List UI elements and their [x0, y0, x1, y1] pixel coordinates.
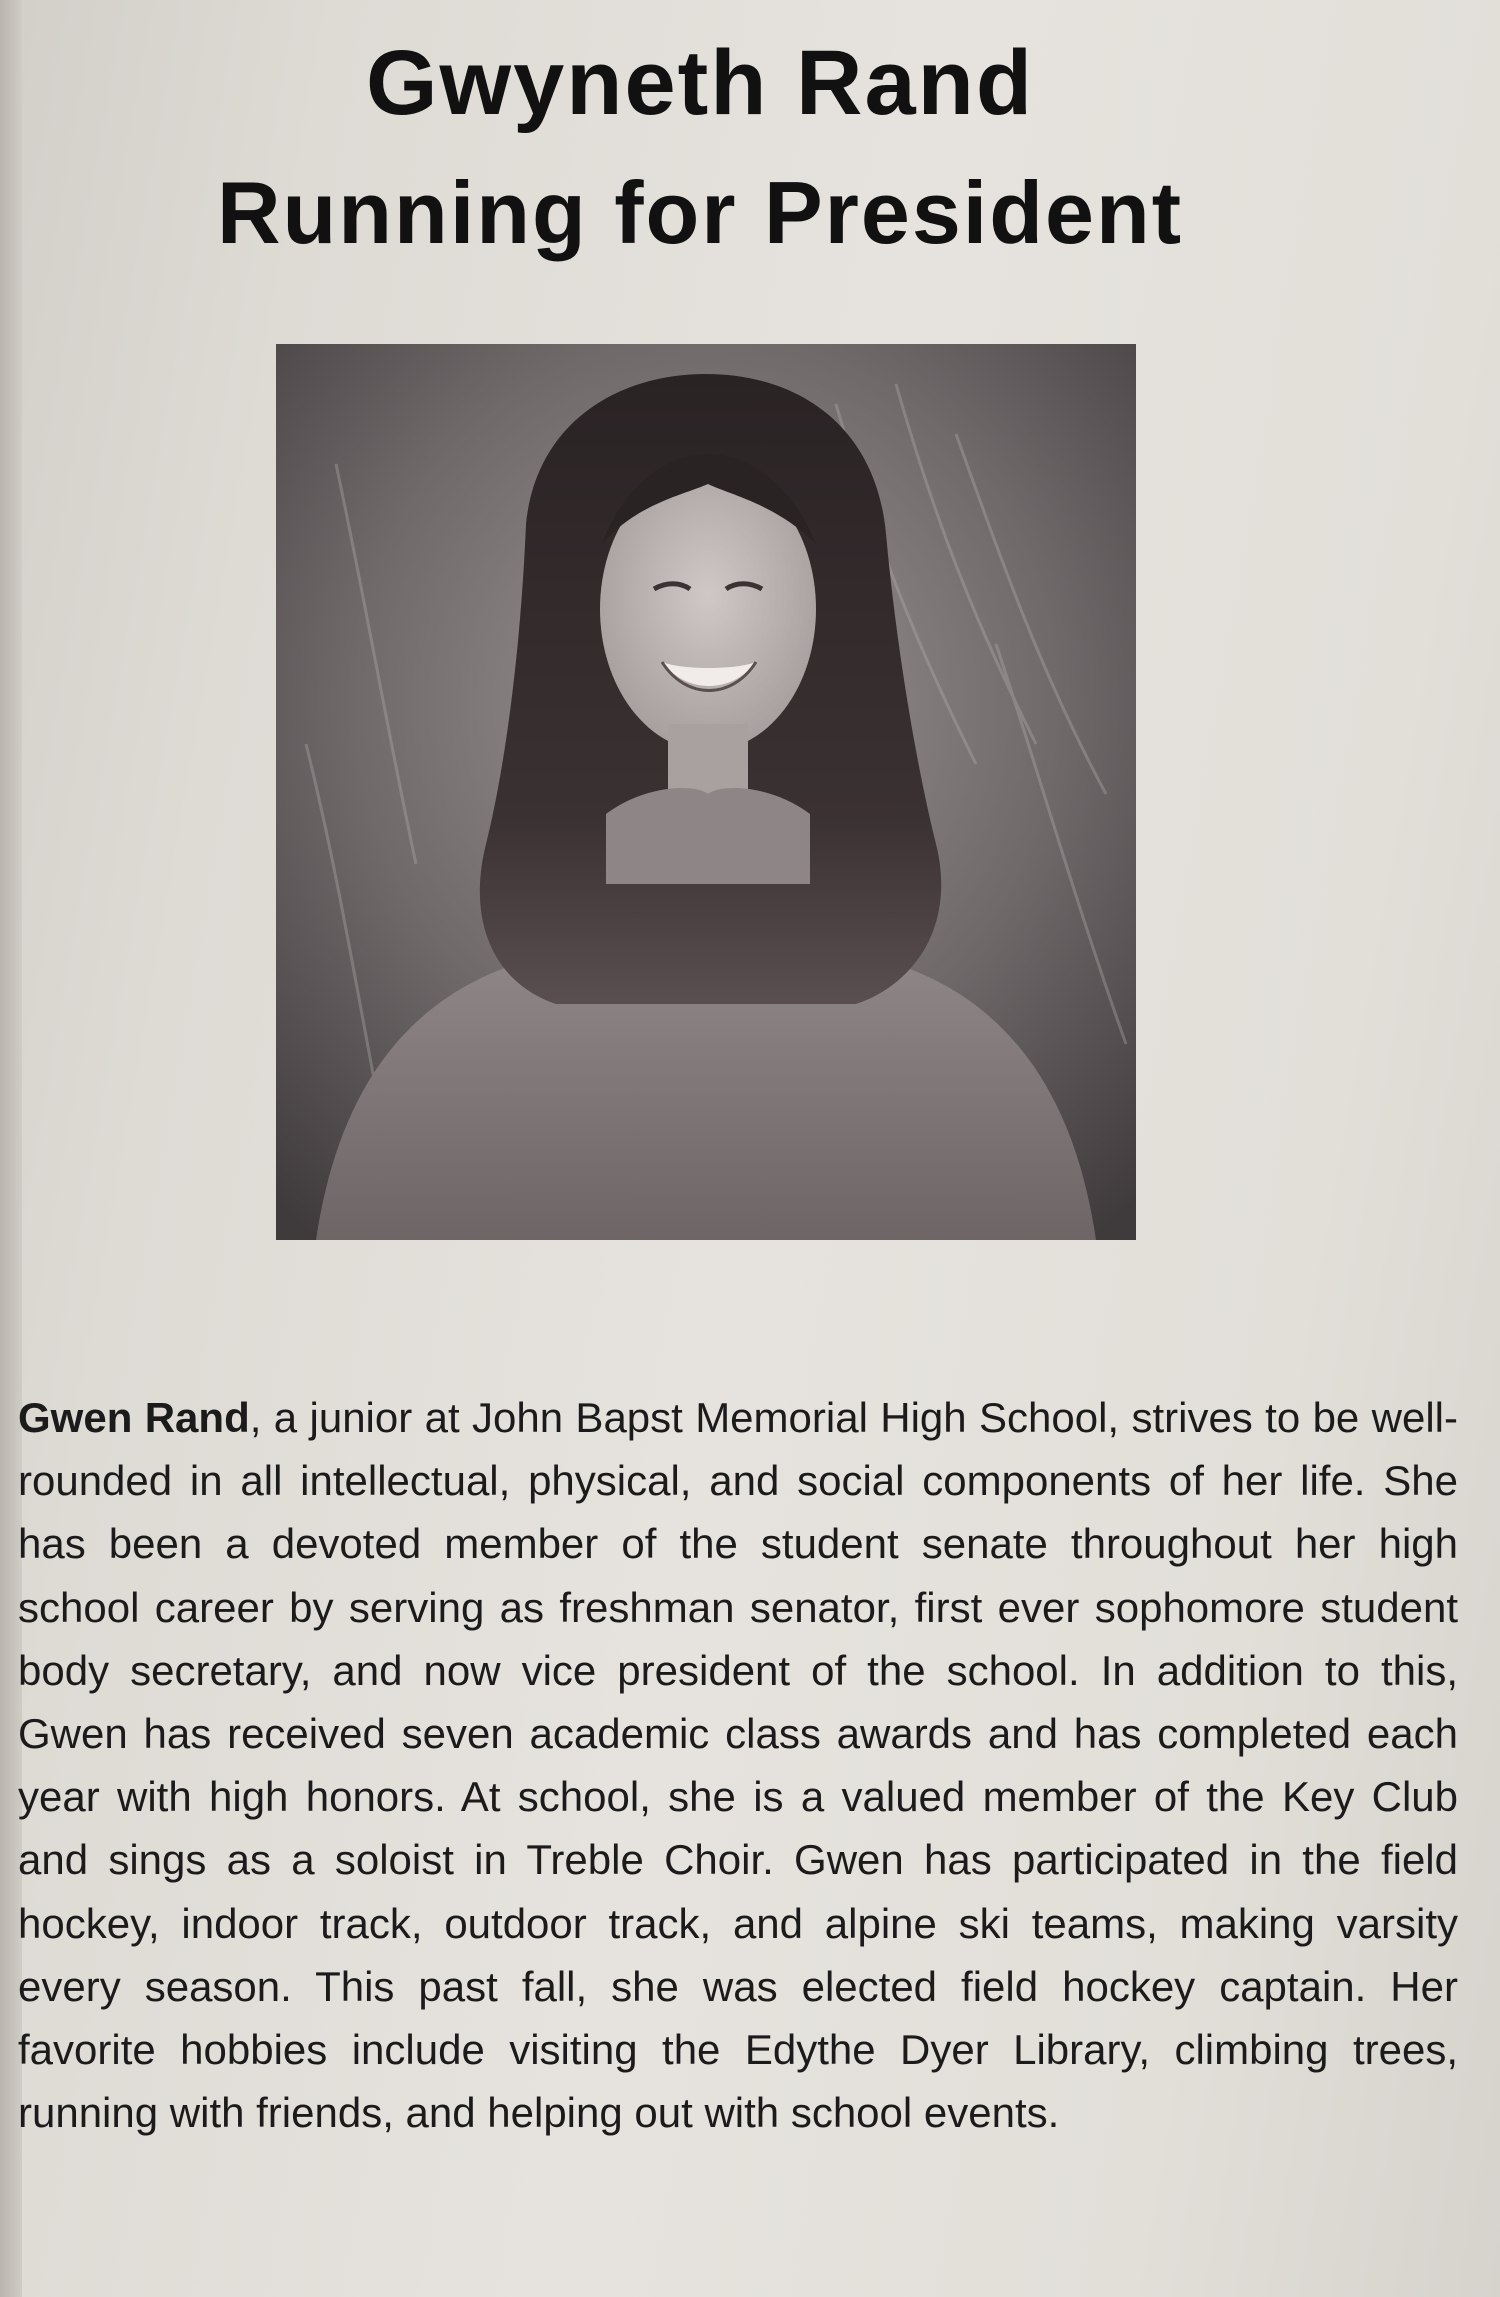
candidate-name-title: Gwyneth Rand: [365, 32, 1035, 134]
candidate-portrait-photo: [276, 344, 1136, 1240]
bio-lead-name: Gwen Rand: [18, 1394, 250, 1441]
portrait-illustration: [276, 344, 1136, 1240]
page-header: [0, 28, 1400, 268]
candidate-biography: [18, 1386, 1458, 2144]
bio-body-text: , a junior at John Bapst Memorial High School, strives to be well-rounded in all intellectual, physical, and social components of her life. She has been a devoted member of the student senate throughout her high school career by serving as freshman senator, first ever sophomore student body secretary, and now vice president of the school. In addition to this, Gwen has received seven academic class awards and has completed each year with high honors. At school, she is a valued member of the Key Club and sings as a soloist in Treble Choir. Gwen has participated in the field hockey, indoor track, outdoor track, and alpine ski teams, making varsity every season. This past fall, she was elected field hockey captain. Her favorite hobbies include visiting the Edythe Dyer Library, climbing trees, running with friends, and helping out with school events.: [18, 1394, 1458, 2137]
candidate-office-subtitle: Running for President: [217, 163, 1183, 262]
